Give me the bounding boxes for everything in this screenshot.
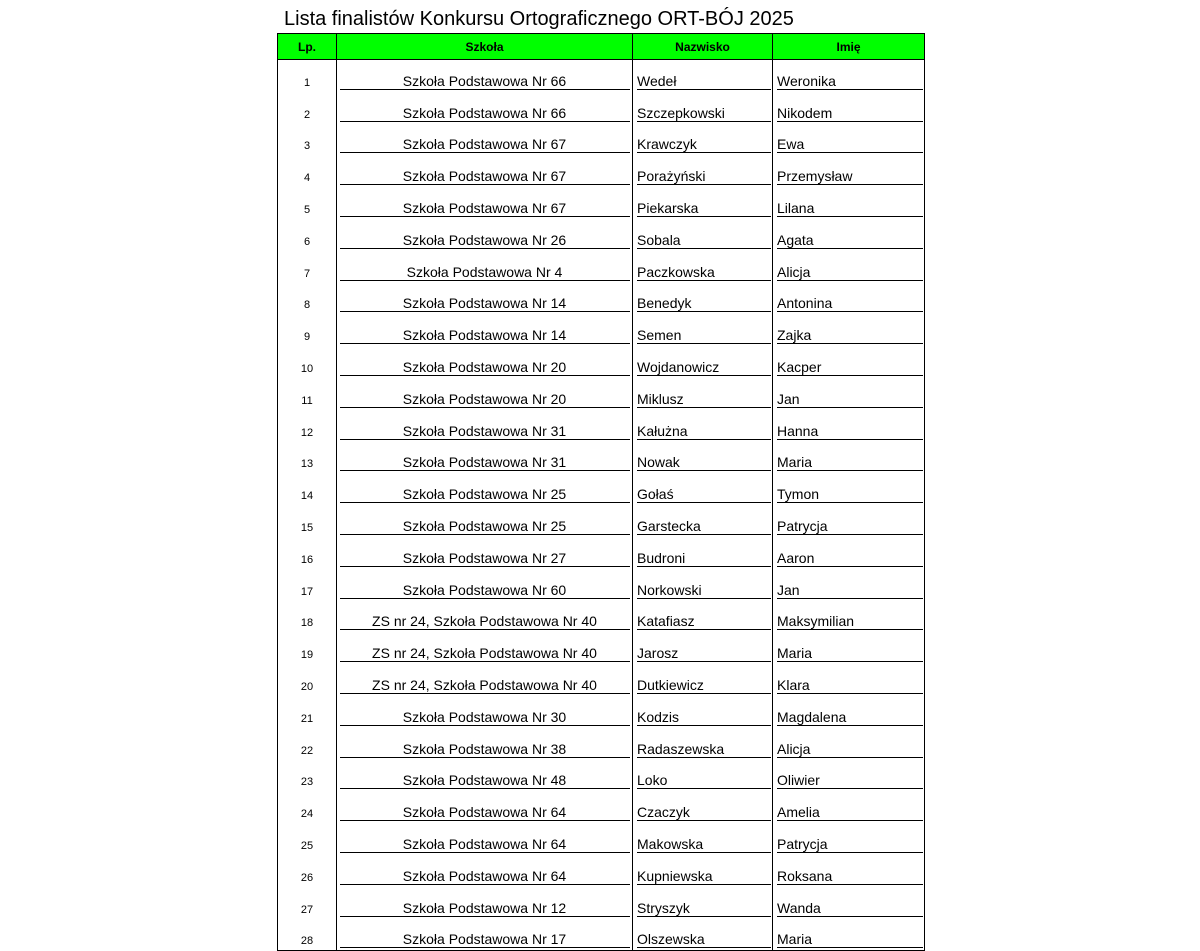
cell-lp: 14: [278, 473, 337, 505]
cell-lp: 28: [278, 919, 337, 951]
cell-name: [773, 569, 925, 601]
table-row: [278, 791, 925, 823]
cell-surname-text: Szczepkowski: [637, 105, 771, 122]
cell-school: [337, 855, 633, 887]
cell-school-text: Szkoła Podstawowa Nr 25: [340, 486, 630, 503]
cell-surname-text: Wojdanowicz: [637, 359, 771, 376]
cell-surname: [633, 537, 773, 569]
cell-surname-text: Sobala: [637, 232, 771, 249]
cell-name-text: Maria: [777, 645, 923, 662]
cell-name-text: Przemysław: [777, 168, 923, 185]
cell-lp: 19: [278, 632, 337, 664]
cell-name-text: Ewa: [777, 136, 923, 153]
table-row: [278, 919, 925, 951]
cell-surname-text: Kałużna: [637, 423, 771, 440]
cell-surname: [633, 92, 773, 124]
cell-school: [337, 791, 633, 823]
cell-surname: [633, 505, 773, 537]
cell-lp: 18: [278, 601, 337, 633]
cell-surname: [633, 728, 773, 760]
cell-lp: 26: [278, 855, 337, 887]
cell-school: [337, 728, 633, 760]
cell-name: [773, 346, 925, 378]
table-header-row: [278, 34, 925, 60]
cell-lp: 8: [278, 283, 337, 315]
cell-lp: 9: [278, 314, 337, 346]
cell-name-text: Wanda: [777, 900, 923, 917]
cell-school-text: Szkoła Podstawowa Nr 17: [340, 931, 630, 948]
table-row: [278, 251, 925, 283]
cell-lp: 3: [278, 124, 337, 156]
cell-school: [337, 569, 633, 601]
cell-lp: 25: [278, 823, 337, 855]
cell-school: [337, 601, 633, 633]
cell-school: [337, 632, 633, 664]
cell-surname-text: Wedeł: [637, 73, 771, 90]
cell-surname-text: Benedyk: [637, 295, 771, 312]
cell-surname: [633, 155, 773, 187]
cell-surname: [633, 346, 773, 378]
cell-name: [773, 378, 925, 410]
cell-surname: [633, 378, 773, 410]
cell-surname: [633, 314, 773, 346]
cell-surname: [633, 664, 773, 696]
table-row: [278, 219, 925, 251]
cell-school-text: Szkoła Podstawowa Nr 20: [340, 359, 630, 376]
cell-surname-text: Gołaś: [637, 486, 771, 503]
cell-name: [773, 601, 925, 633]
cell-name: [773, 187, 925, 219]
cell-surname: [633, 823, 773, 855]
cell-surname-text: Piekarska: [637, 200, 771, 217]
cell-lp: 12: [278, 410, 337, 442]
cell-school-text: Szkoła Podstawowa Nr 64: [340, 804, 630, 821]
table-row: [278, 823, 925, 855]
cell-surname-text: Katafiasz: [637, 613, 771, 630]
cell-lp: 4: [278, 155, 337, 187]
cell-surname-text: Loko: [637, 772, 771, 789]
cell-name-text: Aaron: [777, 550, 923, 567]
table-row: [278, 283, 925, 315]
cell-name-text: Agata: [777, 232, 923, 249]
cell-name: [773, 442, 925, 474]
cell-school: [337, 155, 633, 187]
table-row: [278, 887, 925, 919]
cell-name: [773, 251, 925, 283]
cell-surname-text: Miklusz: [637, 391, 771, 408]
cell-school: [337, 378, 633, 410]
cell-surname: [633, 601, 773, 633]
cell-surname: [633, 251, 773, 283]
cell-name: [773, 664, 925, 696]
cell-school-text: ZS nr 24, Szkoła Podstawowa Nr 40: [340, 645, 630, 662]
cell-surname: [633, 410, 773, 442]
cell-name: [773, 823, 925, 855]
cell-surname-text: Makowska: [637, 836, 771, 853]
cell-name-text: Klara: [777, 677, 923, 694]
cell-school-text: Szkoła Podstawowa Nr 30: [340, 709, 630, 726]
cell-lp: 1: [278, 60, 337, 92]
table-row: [278, 155, 925, 187]
table-row: [278, 537, 925, 569]
cell-surname: [633, 760, 773, 792]
finalists-table: [277, 33, 925, 951]
cell-surname: [633, 60, 773, 92]
cell-name: [773, 314, 925, 346]
cell-surname-text: Jarosz: [637, 645, 771, 662]
cell-surname-text: Radaszewska: [637, 741, 771, 758]
cell-surname-text: Olszewska: [637, 931, 771, 948]
table-row: [278, 60, 925, 92]
page-title: Lista finalistów Konkursu Ortograficznego ORT-BÓJ 2025: [284, 8, 794, 30]
cell-school-text: Szkoła Podstawowa Nr 67: [340, 200, 630, 217]
cell-school-text: Szkoła Podstawowa Nr 25: [340, 518, 630, 535]
cell-lp: 13: [278, 442, 337, 474]
cell-lp: 22: [278, 728, 337, 760]
cell-lp: 20: [278, 664, 337, 696]
cell-school: [337, 919, 633, 951]
column-header-lp: Lp.: [278, 34, 337, 60]
cell-surname-text: Kupniewska: [637, 868, 771, 885]
cell-lp: 6: [278, 219, 337, 251]
cell-surname: [633, 887, 773, 919]
cell-surname-text: Krawczyk: [637, 136, 771, 153]
cell-lp: 23: [278, 760, 337, 792]
cell-surname-text: Dutkiewicz: [637, 677, 771, 694]
cell-name-text: Jan: [777, 391, 923, 408]
table-row: [278, 346, 925, 378]
cell-school: [337, 887, 633, 919]
cell-name: [773, 632, 925, 664]
cell-name: [773, 283, 925, 315]
cell-surname-text: Garstecka: [637, 518, 771, 535]
cell-surname: [633, 187, 773, 219]
table-row: [278, 632, 925, 664]
cell-school: [337, 187, 633, 219]
cell-surname: [633, 919, 773, 951]
cell-surname-text: Semen: [637, 327, 771, 344]
cell-surname: [633, 442, 773, 474]
table-row: [278, 664, 925, 696]
table-row: [278, 728, 925, 760]
table-row: [278, 505, 925, 537]
cell-name: [773, 92, 925, 124]
table-row: [278, 92, 925, 124]
cell-lp: 11: [278, 378, 337, 410]
cell-school-text: Szkoła Podstawowa Nr 38: [340, 741, 630, 758]
cell-school: [337, 823, 633, 855]
cell-name-text: Patrycja: [777, 836, 923, 853]
cell-name: [773, 124, 925, 156]
cell-name-text: Weronika: [777, 73, 923, 90]
cell-name: [773, 219, 925, 251]
table-row: [278, 569, 925, 601]
cell-name: [773, 855, 925, 887]
cell-surname: [633, 124, 773, 156]
cell-surname-text: Paczkowska: [637, 264, 771, 281]
cell-surname: [633, 473, 773, 505]
cell-school: [337, 124, 633, 156]
cell-name: [773, 537, 925, 569]
cell-name-text: Maria: [777, 454, 923, 471]
cell-school-text: Szkoła Podstawowa Nr 66: [340, 73, 630, 90]
cell-name: [773, 728, 925, 760]
cell-school-text: Szkoła Podstawowa Nr 67: [340, 136, 630, 153]
cell-surname-text: Stryszyk: [637, 900, 771, 917]
cell-school-text: Szkoła Podstawowa Nr 26: [340, 232, 630, 249]
cell-school-text: Szkoła Podstawowa Nr 4: [340, 264, 630, 281]
cell-name-text: Kacper: [777, 359, 923, 376]
cell-school: [337, 696, 633, 728]
cell-lp: 21: [278, 696, 337, 728]
cell-school-text: Szkoła Podstawowa Nr 31: [340, 423, 630, 440]
cell-lp: 2: [278, 92, 337, 124]
cell-name: [773, 887, 925, 919]
cell-lp: 17: [278, 569, 337, 601]
cell-name-text: Alicja: [777, 741, 923, 758]
cell-surname: [633, 219, 773, 251]
cell-school-text: Szkoła Podstawowa Nr 60: [340, 582, 630, 599]
table-row: [278, 473, 925, 505]
cell-name: [773, 760, 925, 792]
cell-name-text: Magdalena: [777, 709, 923, 726]
cell-name-text: Oliwier: [777, 772, 923, 789]
cell-name-text: Alicja: [777, 264, 923, 281]
cell-name-text: Jan: [777, 582, 923, 599]
cell-name-text: Maksymilian: [777, 613, 923, 630]
cell-name-text: Antonina: [777, 295, 923, 312]
cell-school: [337, 760, 633, 792]
cell-school: [337, 92, 633, 124]
cell-surname-text: Norkowski: [637, 582, 771, 599]
cell-school-text: Szkoła Podstawowa Nr 14: [340, 295, 630, 312]
table-row: [278, 187, 925, 219]
table-row: [278, 601, 925, 633]
cell-name-text: Nikodem: [777, 105, 923, 122]
cell-school: [337, 442, 633, 474]
cell-school-text: Szkoła Podstawowa Nr 31: [340, 454, 630, 471]
cell-lp: 27: [278, 887, 337, 919]
table-row: [278, 760, 925, 792]
cell-name: [773, 155, 925, 187]
cell-school: [337, 314, 633, 346]
cell-surname-text: Czaczyk: [637, 804, 771, 821]
table-row: [278, 124, 925, 156]
cell-surname-text: Kodzis: [637, 709, 771, 726]
cell-lp: 5: [278, 187, 337, 219]
cell-name-text: Lilana: [777, 200, 923, 217]
cell-surname: [633, 569, 773, 601]
column-header-surname: Nazwisko: [633, 34, 773, 60]
cell-name: [773, 919, 925, 951]
table-row: [278, 378, 925, 410]
column-header-school: Szkoła: [337, 34, 633, 60]
table-row: [278, 855, 925, 887]
cell-school-text: Szkoła Podstawowa Nr 64: [340, 836, 630, 853]
cell-school-text: ZS nr 24, Szkoła Podstawowa Nr 40: [340, 677, 630, 694]
cell-school: [337, 251, 633, 283]
cell-school: [337, 219, 633, 251]
cell-school-text: Szkoła Podstawowa Nr 27: [340, 550, 630, 567]
column-header-name: Imię: [773, 34, 925, 60]
cell-surname: [633, 855, 773, 887]
cell-school: [337, 505, 633, 537]
cell-lp: 7: [278, 251, 337, 283]
cell-name-text: Patrycja: [777, 518, 923, 535]
table-row: [278, 442, 925, 474]
cell-surname-text: Nowak: [637, 454, 771, 471]
cell-school: [337, 60, 633, 92]
cell-name-text: Zajka: [777, 327, 923, 344]
cell-lp: 10: [278, 346, 337, 378]
cell-name-text: Amelia: [777, 804, 923, 821]
cell-name: [773, 696, 925, 728]
cell-school-text: Szkoła Podstawowa Nr 20: [340, 391, 630, 408]
cell-name-text: Tymon: [777, 486, 923, 503]
cell-name-text: Hanna: [777, 423, 923, 440]
cell-school: [337, 473, 633, 505]
cell-school-text: Szkoła Podstawowa Nr 64: [340, 868, 630, 885]
cell-name: [773, 791, 925, 823]
cell-school-text: Szkoła Podstawowa Nr 14: [340, 327, 630, 344]
cell-name: [773, 473, 925, 505]
table-row: [278, 410, 925, 442]
cell-name: [773, 410, 925, 442]
cell-school-text: Szkoła Podstawowa Nr 48: [340, 772, 630, 789]
cell-lp: 16: [278, 537, 337, 569]
cell-surname-text: Porażyński: [637, 168, 771, 185]
cell-school-text: Szkoła Podstawowa Nr 12: [340, 900, 630, 917]
cell-surname: [633, 791, 773, 823]
table-row: [278, 314, 925, 346]
cell-school: [337, 664, 633, 696]
cell-school-text: Szkoła Podstawowa Nr 67: [340, 168, 630, 185]
cell-school-text: Szkoła Podstawowa Nr 66: [340, 105, 630, 122]
cell-surname: [633, 632, 773, 664]
table-row: [278, 696, 925, 728]
cell-school-text: ZS nr 24, Szkoła Podstawowa Nr 40: [340, 613, 630, 630]
cell-surname: [633, 283, 773, 315]
cell-lp: 24: [278, 791, 337, 823]
cell-name-text: Maria: [777, 931, 923, 948]
cell-name-text: Roksana: [777, 868, 923, 885]
cell-surname-text: Budroni: [637, 550, 771, 567]
cell-name: [773, 505, 925, 537]
table-body: [278, 60, 925, 951]
cell-school: [337, 283, 633, 315]
cell-name: [773, 60, 925, 92]
cell-school: [337, 410, 633, 442]
cell-lp: 15: [278, 505, 337, 537]
cell-surname: [633, 696, 773, 728]
cell-school: [337, 537, 633, 569]
cell-school: [337, 346, 633, 378]
